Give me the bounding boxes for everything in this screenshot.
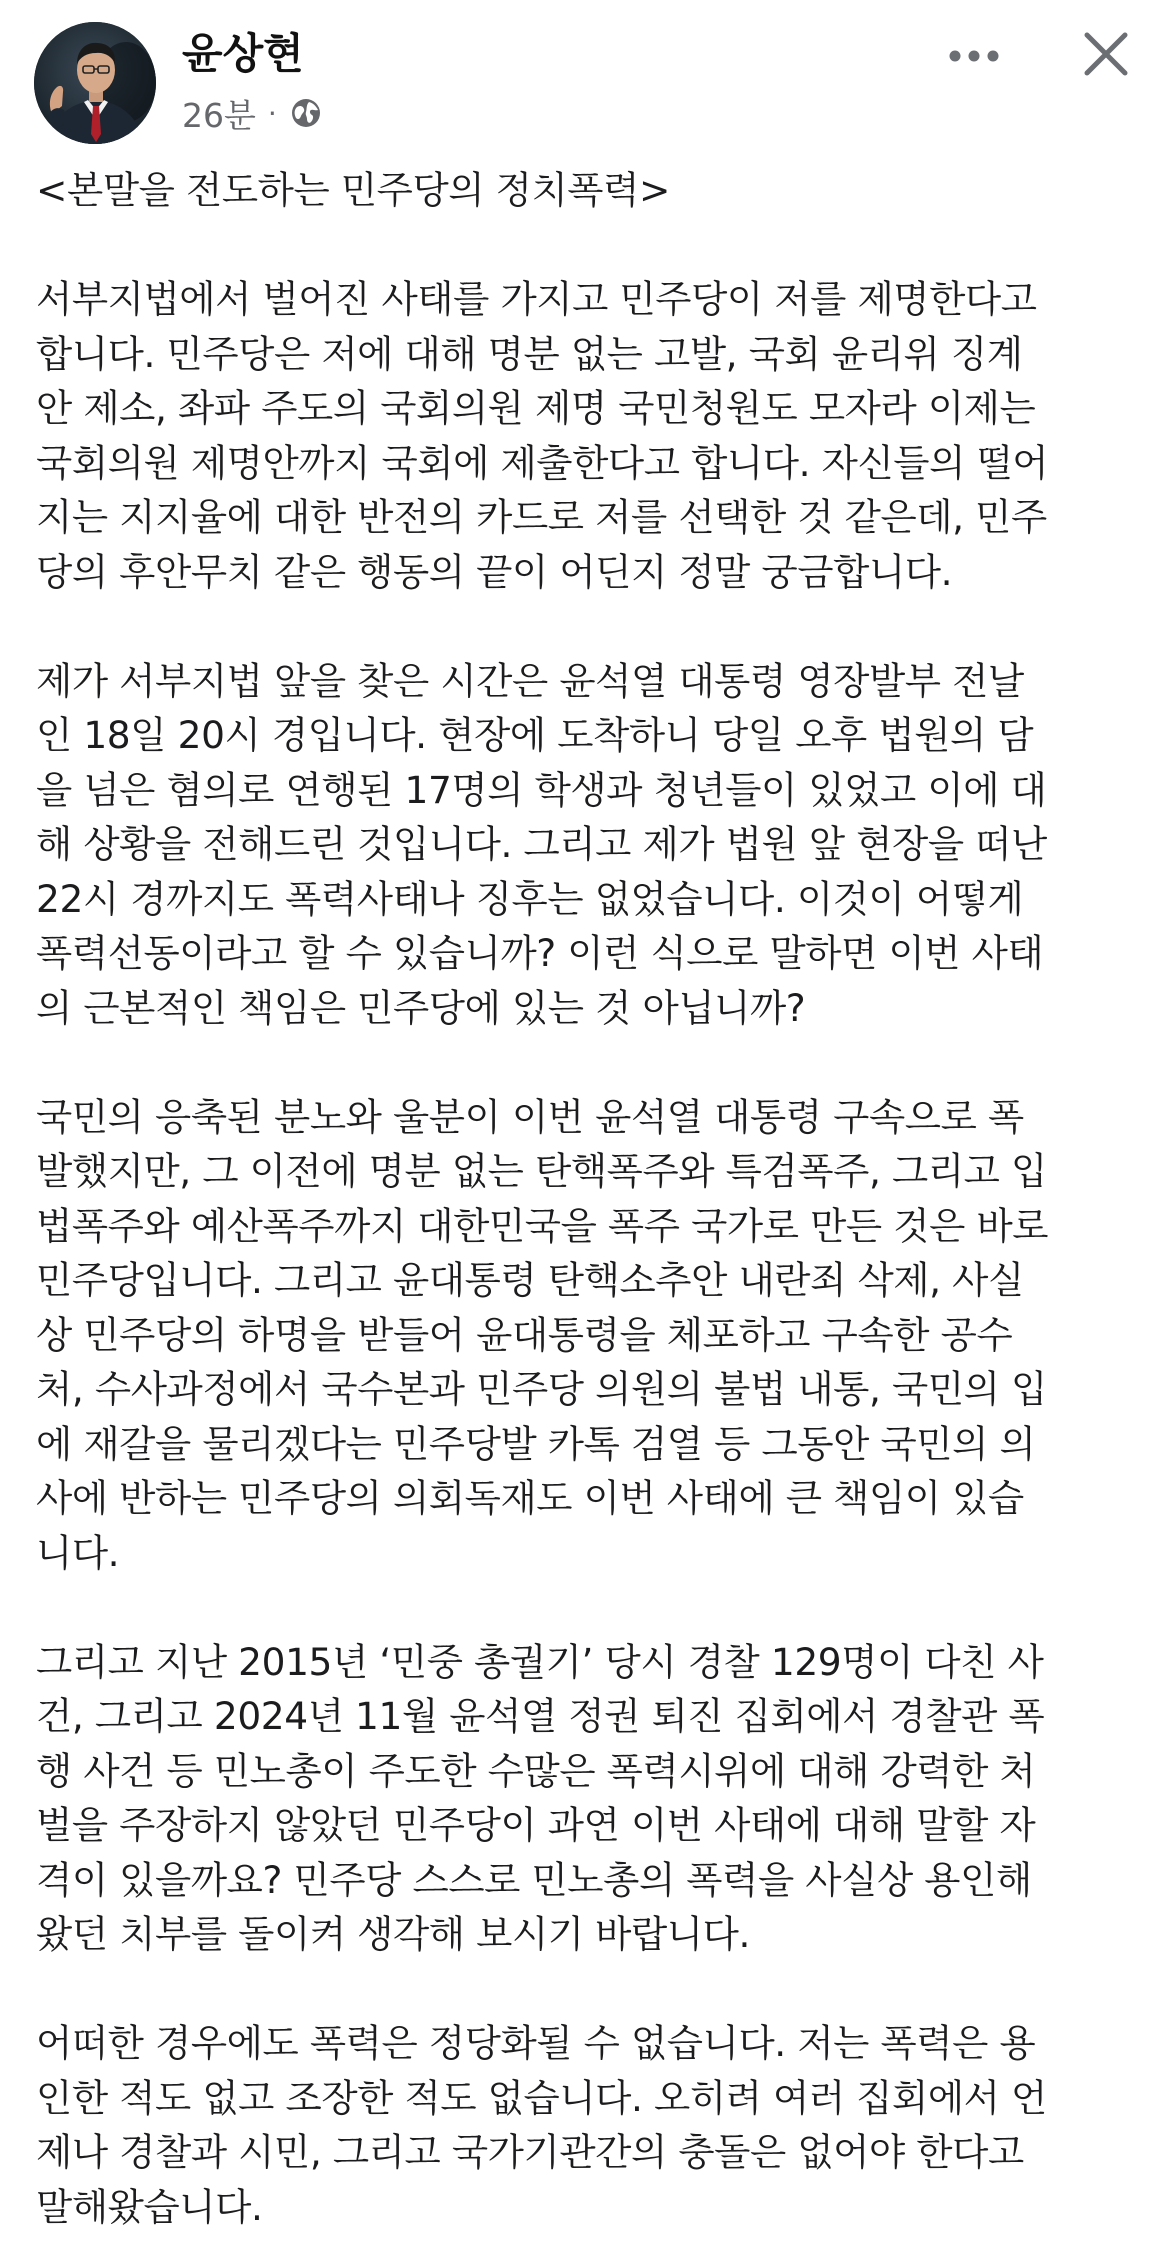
paragraph-line: 발했지만, 그 이전에 명분 없는 탄핵폭주와 특검폭주, 그리고 입 [36, 1149, 1047, 1193]
paragraph-gap [36, 599, 1146, 654]
paragraph-line: 그리고 지난 2015년 ‘민중 총궐기’ 당시 경찰 129명이 다친 사 [36, 1639, 1044, 1684]
paragraph-gap [36, 218, 1146, 273]
paragraph-line: 어떠한 경우에도 폭력은 정당화될 수 없습니다. 저는 폭력은 용 [36, 2021, 1036, 2065]
paragraph-line: 인 18일 20시 경입니다. 현장에 도착하니 당일 오후 법원의 담 [36, 713, 1034, 757]
paragraph-2 [36, 654, 1146, 1036]
paragraph-line: 지는 지지율에 대한 반전의 카드로 저를 선택한 것 같은데, 민주 [36, 495, 1047, 539]
avatar-photo [34, 22, 156, 144]
paragraph-line: 상 민주당의 하명을 받들어 윤대통령을 체포하고 구속한 공수 [36, 1312, 1013, 1357]
close-icon [1083, 31, 1129, 77]
paragraph-line: 폭력선동이라고 할 수 있습니까? 이런 식으로 말하면 이번 사태 [36, 931, 1044, 975]
paragraph-line: 격이 있을까요? 민주당 스스로 민노총의 폭력을 사실상 용인해 [36, 1857, 1032, 1902]
paragraph-line: 법폭주와 예산폭주까지 대한민국을 폭주 국가로 만든 것은 바로 [36, 1203, 1049, 1248]
author-avatar[interactable] [34, 22, 156, 144]
paragraph-line: 국민의 응축된 분노와 울분이 이번 윤석열 대통령 구속으로 폭 [36, 1094, 1024, 1139]
post-body [36, 163, 1146, 2234]
paragraph-line: 니다. [36, 1530, 120, 1575]
post-title-text: <본말을 전도하는 민주당의 정치폭력> [36, 168, 670, 212]
post-title [36, 163, 1146, 218]
post-meta [182, 88, 323, 138]
paragraph-line: 에 재갈을 물리겠다는 민주당발 카톡 검열 등 그동안 국민의 의 [36, 1421, 1036, 1466]
close-button[interactable] [1074, 22, 1138, 86]
author-name[interactable]: 윤상현 [182, 29, 304, 78]
paragraph-line: 민주당입니다. 그리고 윤대통령 탄핵소추안 내란죄 삭제, 사실 [36, 1258, 1024, 1302]
paragraph-line: 인한 적도 없고 조장한 적도 없습니다. 오히려 여러 집회에서 언 [36, 2075, 1047, 2120]
paragraph-line: 말해왔습니다. [36, 2184, 263, 2229]
paragraph-3 [36, 1090, 1146, 1581]
paragraph-line: 처, 수사과정에서 국수본과 민주당 의원의 불법 내통, 국민의 입 [36, 1367, 1047, 1411]
paragraph-1 [36, 272, 1146, 599]
paragraph-line: 안 제소, 좌파 주도의 국회의원 제명 국민청원도 모자라 이제는 [36, 386, 1036, 430]
paragraph-line: 국회의원 제명안까지 국회에 제출한다고 합니다. 자신들의 떨어 [36, 440, 1049, 485]
paragraph-line: 22시 경까지도 폭력사태나 징후는 없었습니다. 이것이 어떻게 [36, 876, 1024, 921]
paragraph-line: 의 근본적인 책임은 민주당에 있는 것 아닙니까? [36, 985, 806, 1030]
paragraph-4 [36, 1635, 1146, 1962]
paragraph-gap [36, 1580, 1146, 1635]
paragraph-gap [36, 1962, 1146, 2017]
paragraph-line: 건, 그리고 2024년 11월 윤석열 정권 퇴진 집회에서 경찰관 폭 [36, 1694, 1045, 1738]
ellipsis-icon [946, 48, 1002, 64]
post-timestamp[interactable]: 26분 [182, 95, 256, 135]
paragraph-line: 벌을 주장하지 않았던 민주당이 과연 이번 사태에 대해 말할 자 [36, 1803, 1036, 1847]
paragraph-line: 제가 서부지법 앞을 찾은 시간은 윤석열 대통령 영장발부 전날 [36, 658, 1024, 703]
globe-icon [289, 96, 323, 130]
paragraph-line: 당의 후안무치 같은 행동의 끝이 어딘지 정말 궁금합니다. [36, 549, 953, 594]
paragraph-5 [36, 2016, 1146, 2234]
paragraph-line: 사에 반하는 민주당의 의회독재도 이번 사태에 큰 책임이 있습 [36, 1476, 1024, 1520]
paragraph-line: 을 넘은 혐의로 연행된 17명의 학생과 청년들이 있었고 이에 대 [36, 767, 1047, 812]
paragraph-line: 왔던 치부를 돌이켜 생각해 보시기 바랍니다. [36, 1912, 750, 1956]
paragraph-line: 합니다. 민주당은 저에 대해 명분 없는 고발, 국회 윤리위 징계 [36, 331, 1023, 376]
paragraph-line: 해 상황을 전해드린 것입니다. 그리고 제가 법원 앞 현장을 떠난 [36, 822, 1047, 866]
meta-separator: · [267, 96, 277, 130]
post-header [0, 0, 1170, 160]
more-options-button[interactable] [938, 28, 1010, 84]
paragraph-line: 행 사건 등 민노총이 주도한 수많은 폭력시위에 대해 강력한 처 [36, 1748, 1036, 1793]
paragraph-line: 제나 경찰과 시민, 그리고 국가기관간의 충돌은 없어야 한다고 [36, 2130, 1024, 2174]
paragraph-line: 서부지법에서 벌어진 사태를 가지고 민주당이 저를 제명한다고 [36, 277, 1037, 321]
paragraph-gap [36, 1035, 1146, 1090]
